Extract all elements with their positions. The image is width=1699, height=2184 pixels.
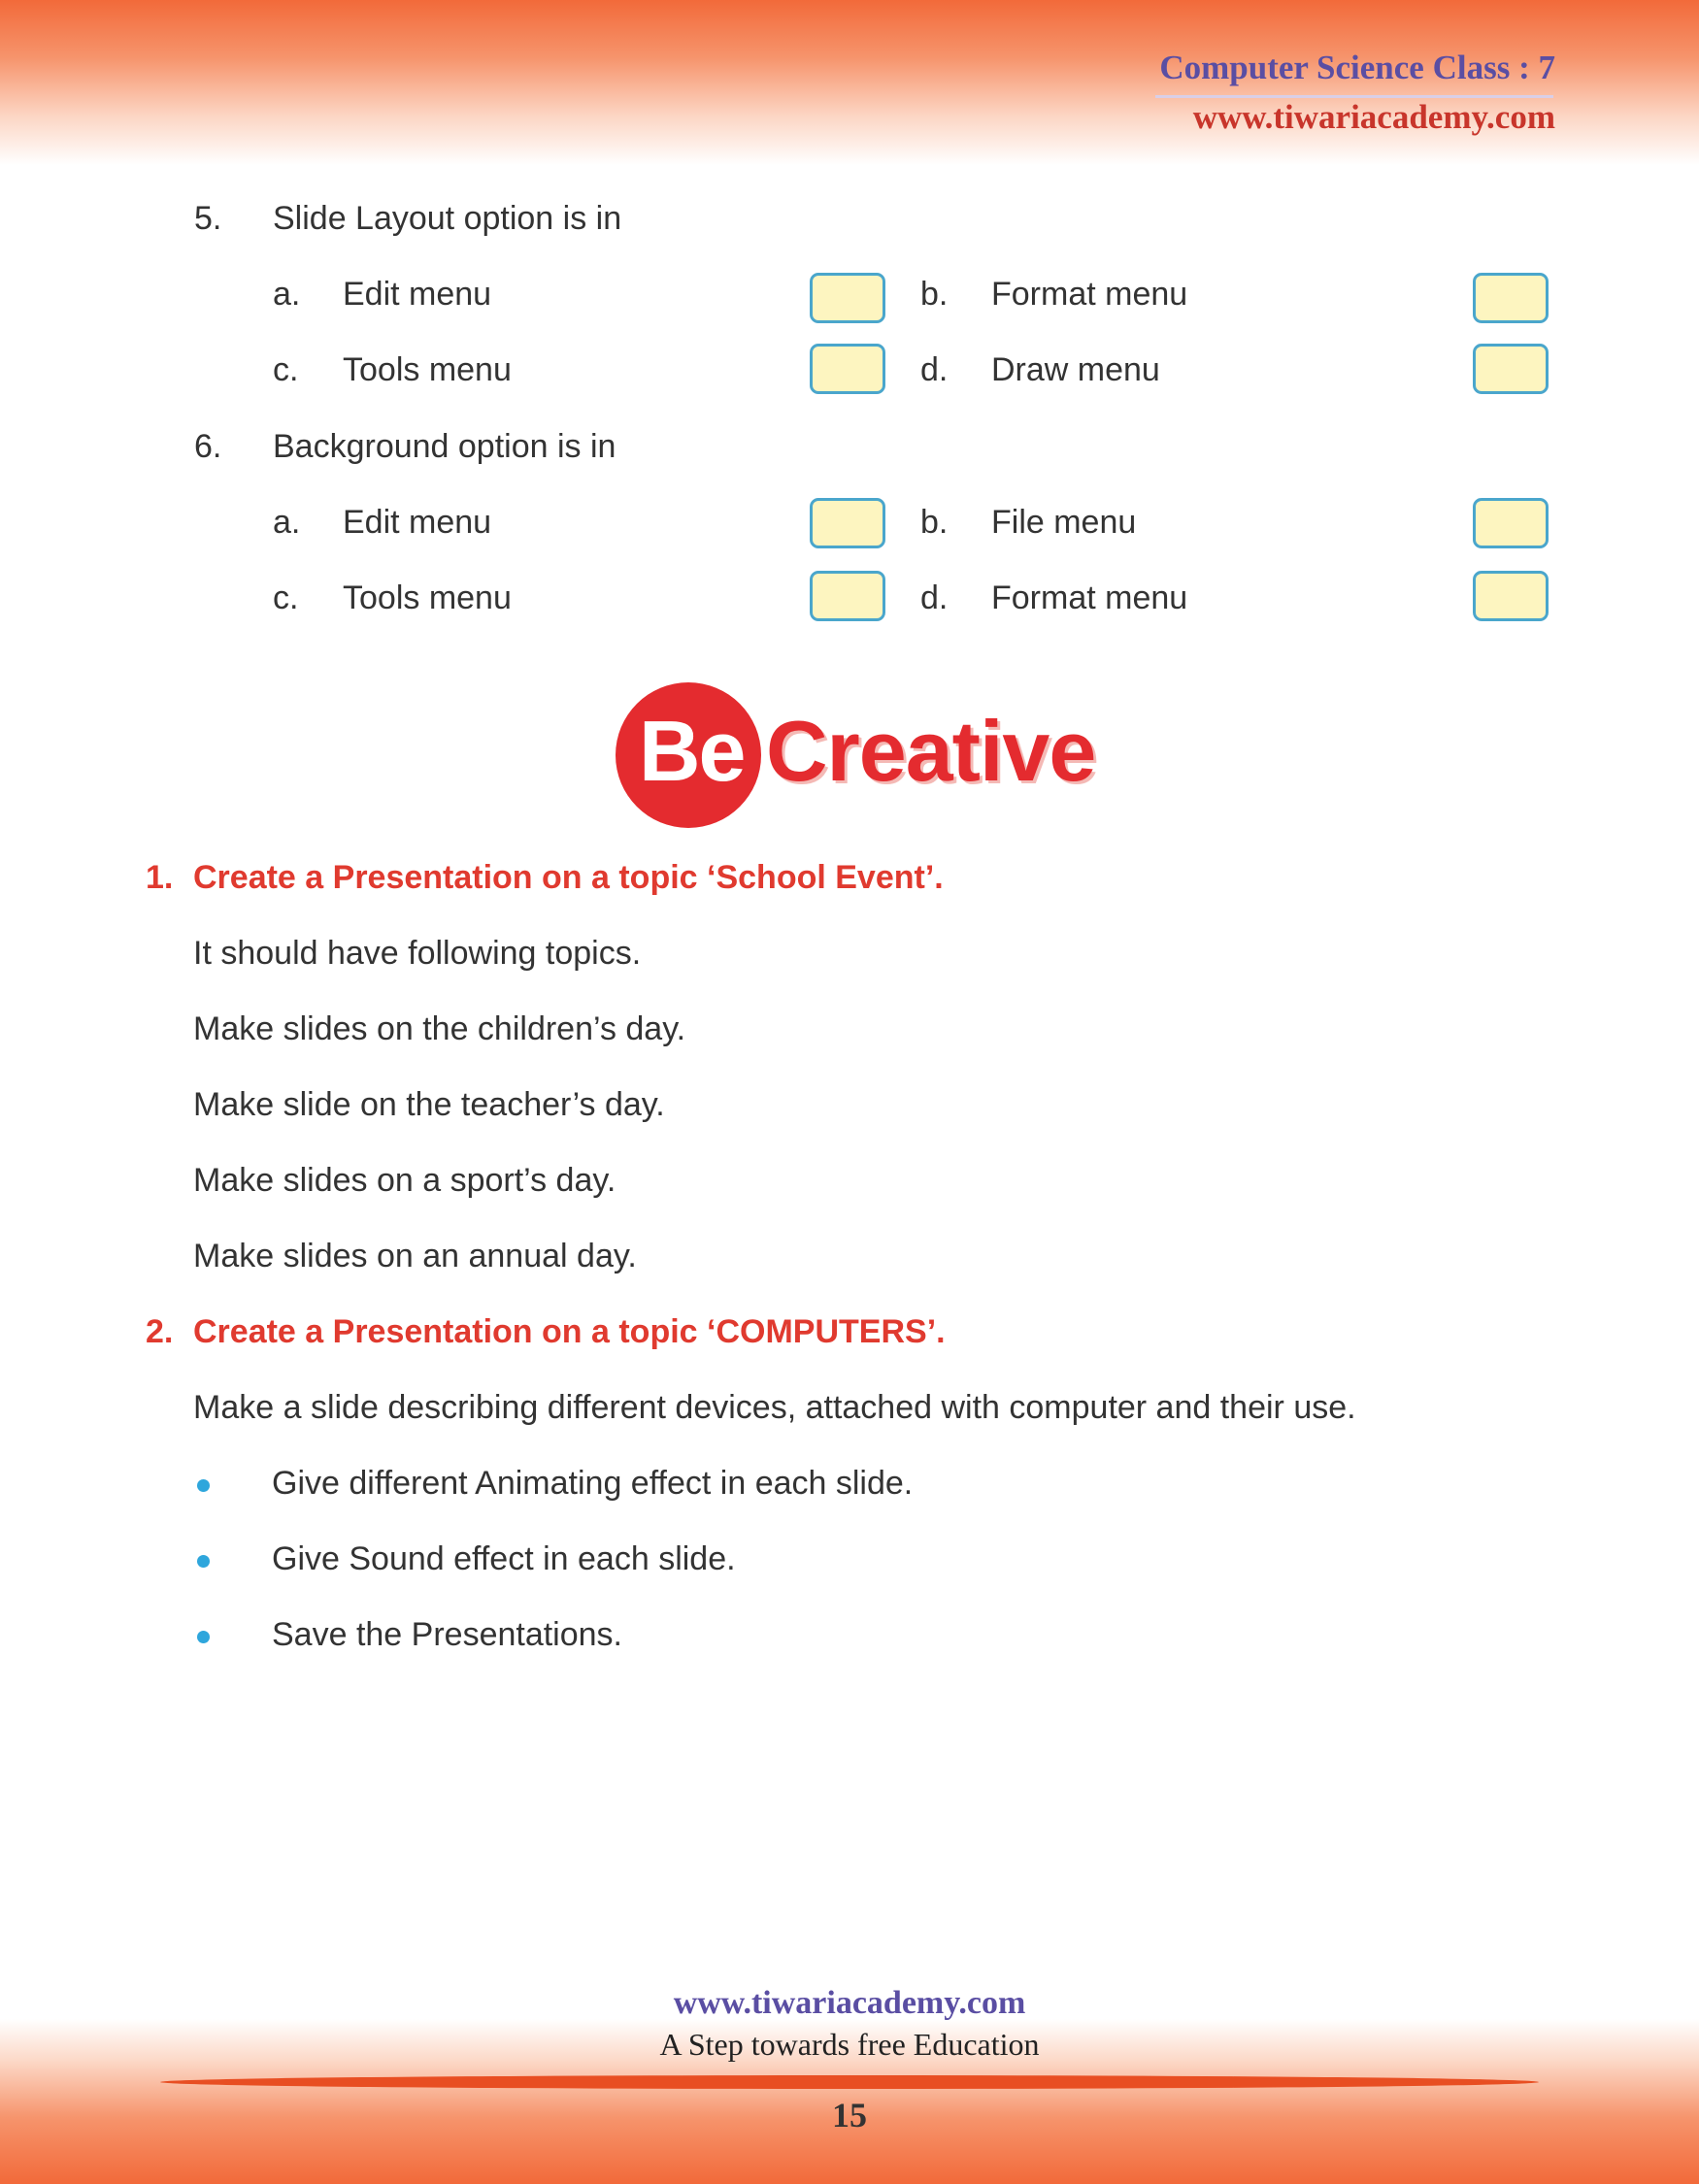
task-title: Create a Presentation on a topic ‘COMPUTERS’. [193, 1313, 946, 1350]
option-letter: b. [920, 504, 949, 541]
option-letter: c. [273, 579, 299, 616]
question-text: Slide Layout option is in [273, 200, 622, 237]
answer-checkbox[interactable] [1473, 571, 1549, 621]
option-text: File menu [991, 504, 1137, 541]
answer-checkbox[interactable] [810, 571, 885, 621]
option-letter: d. [920, 579, 949, 616]
bullet-item: Save the Presentations. [272, 1616, 623, 1653]
task-line: Make slides on an annual day. [193, 1238, 637, 1274]
option-letter: a. [273, 276, 301, 313]
answer-checkbox[interactable] [1473, 498, 1549, 548]
bullet-item: Give Sound effect in each slide. [272, 1540, 736, 1577]
bullet-icon [197, 1479, 210, 1492]
footer-website: www.tiwariacademy.com [673, 1985, 1026, 2021]
task-line: Make slides on the children’s day. [193, 1010, 686, 1047]
task-number: 2. [146, 1313, 174, 1350]
option-letter: a. [273, 504, 301, 541]
answer-checkbox[interactable] [810, 344, 885, 394]
option-text: Draw menu [991, 351, 1160, 388]
answer-checkbox[interactable] [810, 273, 885, 323]
footer-tagline: A Step towards free Education [659, 2027, 1040, 2062]
option-text: Edit menu [343, 504, 492, 541]
question-number: 6. [194, 428, 222, 465]
answer-checkbox[interactable] [1473, 344, 1549, 394]
answer-checkbox[interactable] [1473, 273, 1549, 323]
bullet-icon [197, 1555, 210, 1568]
task-line: Make a slide describing different devices, attached with computer and their use. [193, 1389, 1356, 1426]
option-letter: c. [273, 351, 299, 388]
page-number: 15 [832, 2096, 867, 2134]
be-creative-creative: Creative [766, 703, 1096, 799]
option-letter: d. [920, 351, 949, 388]
task-line: It should have following topics. [193, 935, 642, 972]
option-text: Tools menu [343, 351, 512, 388]
task-line: Make slide on the teacher’s day. [193, 1086, 665, 1123]
question-text: Background option is in [273, 428, 616, 465]
option-text: Format menu [991, 579, 1188, 616]
footer-divider [160, 2075, 1539, 2089]
task-number: 1. [146, 859, 174, 896]
task-line: Make slides on a sport’s day. [193, 1162, 616, 1199]
answer-checkbox[interactable] [810, 498, 885, 548]
bullet-icon [197, 1631, 210, 1643]
question-number: 5. [194, 200, 222, 237]
option-text: Edit menu [343, 276, 492, 313]
option-text: Tools menu [343, 579, 512, 616]
option-letter: b. [920, 276, 949, 313]
option-text: Format menu [991, 276, 1188, 313]
bullet-item: Give different Animating effect in each slide. [272, 1465, 914, 1502]
be-creative-be: Be [639, 703, 745, 799]
header-website: www.tiwariacademy.com [1192, 98, 1555, 136]
header-subject: Computer Science Class : 7 [1159, 49, 1555, 86]
task-title: Create a Presentation on a topic ‘School Event’. [193, 859, 944, 896]
